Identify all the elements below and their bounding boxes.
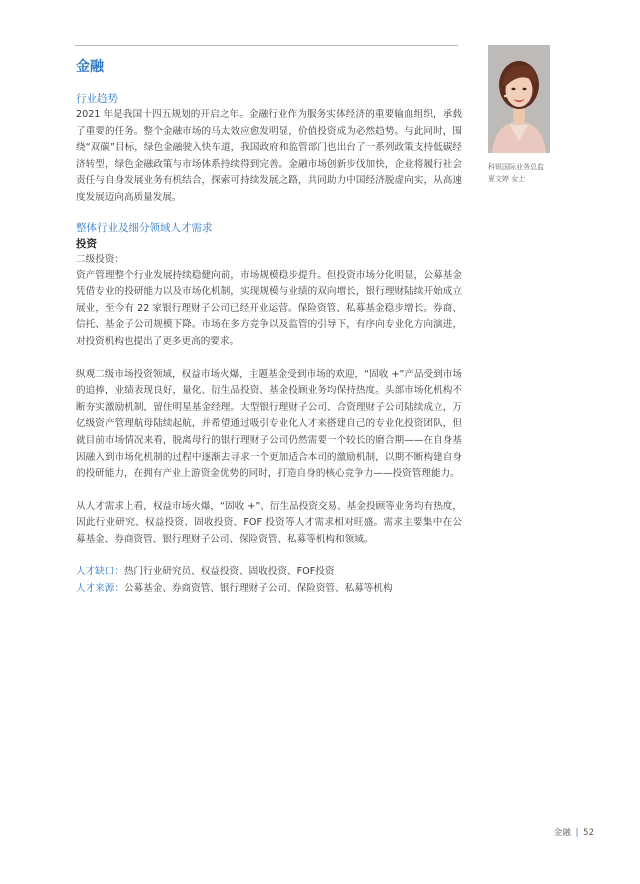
footer-separator: | [575,828,579,838]
demand-heading: 整体行业及细分领域人才需求 [76,221,213,234]
talent-source-value: 公募基金、券商资管、银行理财子公司、保险资管、私募等机构 [123,582,393,594]
demand-paragraph-1: 资产管理整个行业发展持续稳健向前，市场规模稳步提升。但投资市场分化明显，公募基金凭借专业的投研能力以及市场化机制，实现规模与业绩的双向增长，银行理财陆续开始成立展业，至今有 22 家银行理财子公司已经开业运营。保险资管、私募基金稳步增长。券商、信托、基金子公司规模下降。市场在多方竞争以及监管的引导下，有序向专业化方向演进，对投资机构也提出了更多更高的要求。 [76,269,462,347]
profile-photo [488,45,550,153]
subcategory-label: 二级投资： [76,253,124,265]
trend-paragraph: 2021 年是我国十四五规划的开启之年。金融行业作为服务实体经济的重要输血组织，承载了重要的任务。整个金融市场的马太效应愈发明显，价值投资成为必然趋势。与此同时，围绕“双碳”目标，绿色金融驶入快车道，我国政府和监管部门也出台了一系列政策支持低碳经济转型，绿色金融政策与市场体系持续得到完善。金融市场创新步伐加快，企业将履行社会责任与自身发展业务有机结合，探索可持续发展之路，共同助力中国经济脱虚向实，从高速度发展迈向高质量发展。 [76,109,462,203]
demand-paragraph-2: 纵观二级市场投资领域，权益市场火爆，主题基金受到市场的欢迎，“固收 +”产品受到市场的追捧，业绩表现良好，量化、衍生品投资、基金投顾业务均保持热度。头部市场化机构不断夯实激励机制，留住明星基金经理。大型银行理财子公司、合资理财子公司陆续成立，万亿级资产管理航母陆续起航，并希望通过吸引专业化人才来搭建自己的专业化投资团队，但就目前市场情况来看，脱离母行的银行理财子公司仍然需要一个较长的磨合期——在自身基因融入到市场化机制的过程中逐渐去寻求一个更加适合本司的激励机制，以期不断构建自身的投研能力，在拥有产业上游资金优势的同时，打造自身的核心竞争力——投资管理能力。 [76,368,462,480]
section-title: 金融 [76,59,104,75]
main-column [76,57,462,597]
footer-section: 金融 [553,828,571,838]
talent-source-label: 人才来源： [76,582,124,594]
trend-heading: 行业趋势 [76,93,118,105]
page-number: 52 [583,828,594,838]
top-rule [75,45,458,46]
talent-shortage-value: 热门行业研究员、权益投资、固收投资、FOF投资 [123,566,335,578]
talent-shortage-label: 人才缺口： [76,566,124,578]
demand-paragraph-3: 从人才需求上看，权益市场火爆，“固收 +”、衍生品投资交易、基金投顾等业务均有热度，因此行业研究、权益投资、固收投资、FOF 投资等人才需求相对旺盛。需求主要集中在公募基金、券商资管、银行理财子公司、保险资管、私募等机构和领域。 [76,500,462,545]
talent-shortage [76,564,462,581]
portrait-illustration [488,45,550,153]
profile-caption [488,161,598,185]
talent-source [76,581,462,598]
page-footer [554,826,594,838]
profile-name: 夏文婷 女士 [488,175,526,183]
category-heading: 投资 [76,237,97,250]
profile-title: 科锐国际业务总监 [488,163,544,171]
